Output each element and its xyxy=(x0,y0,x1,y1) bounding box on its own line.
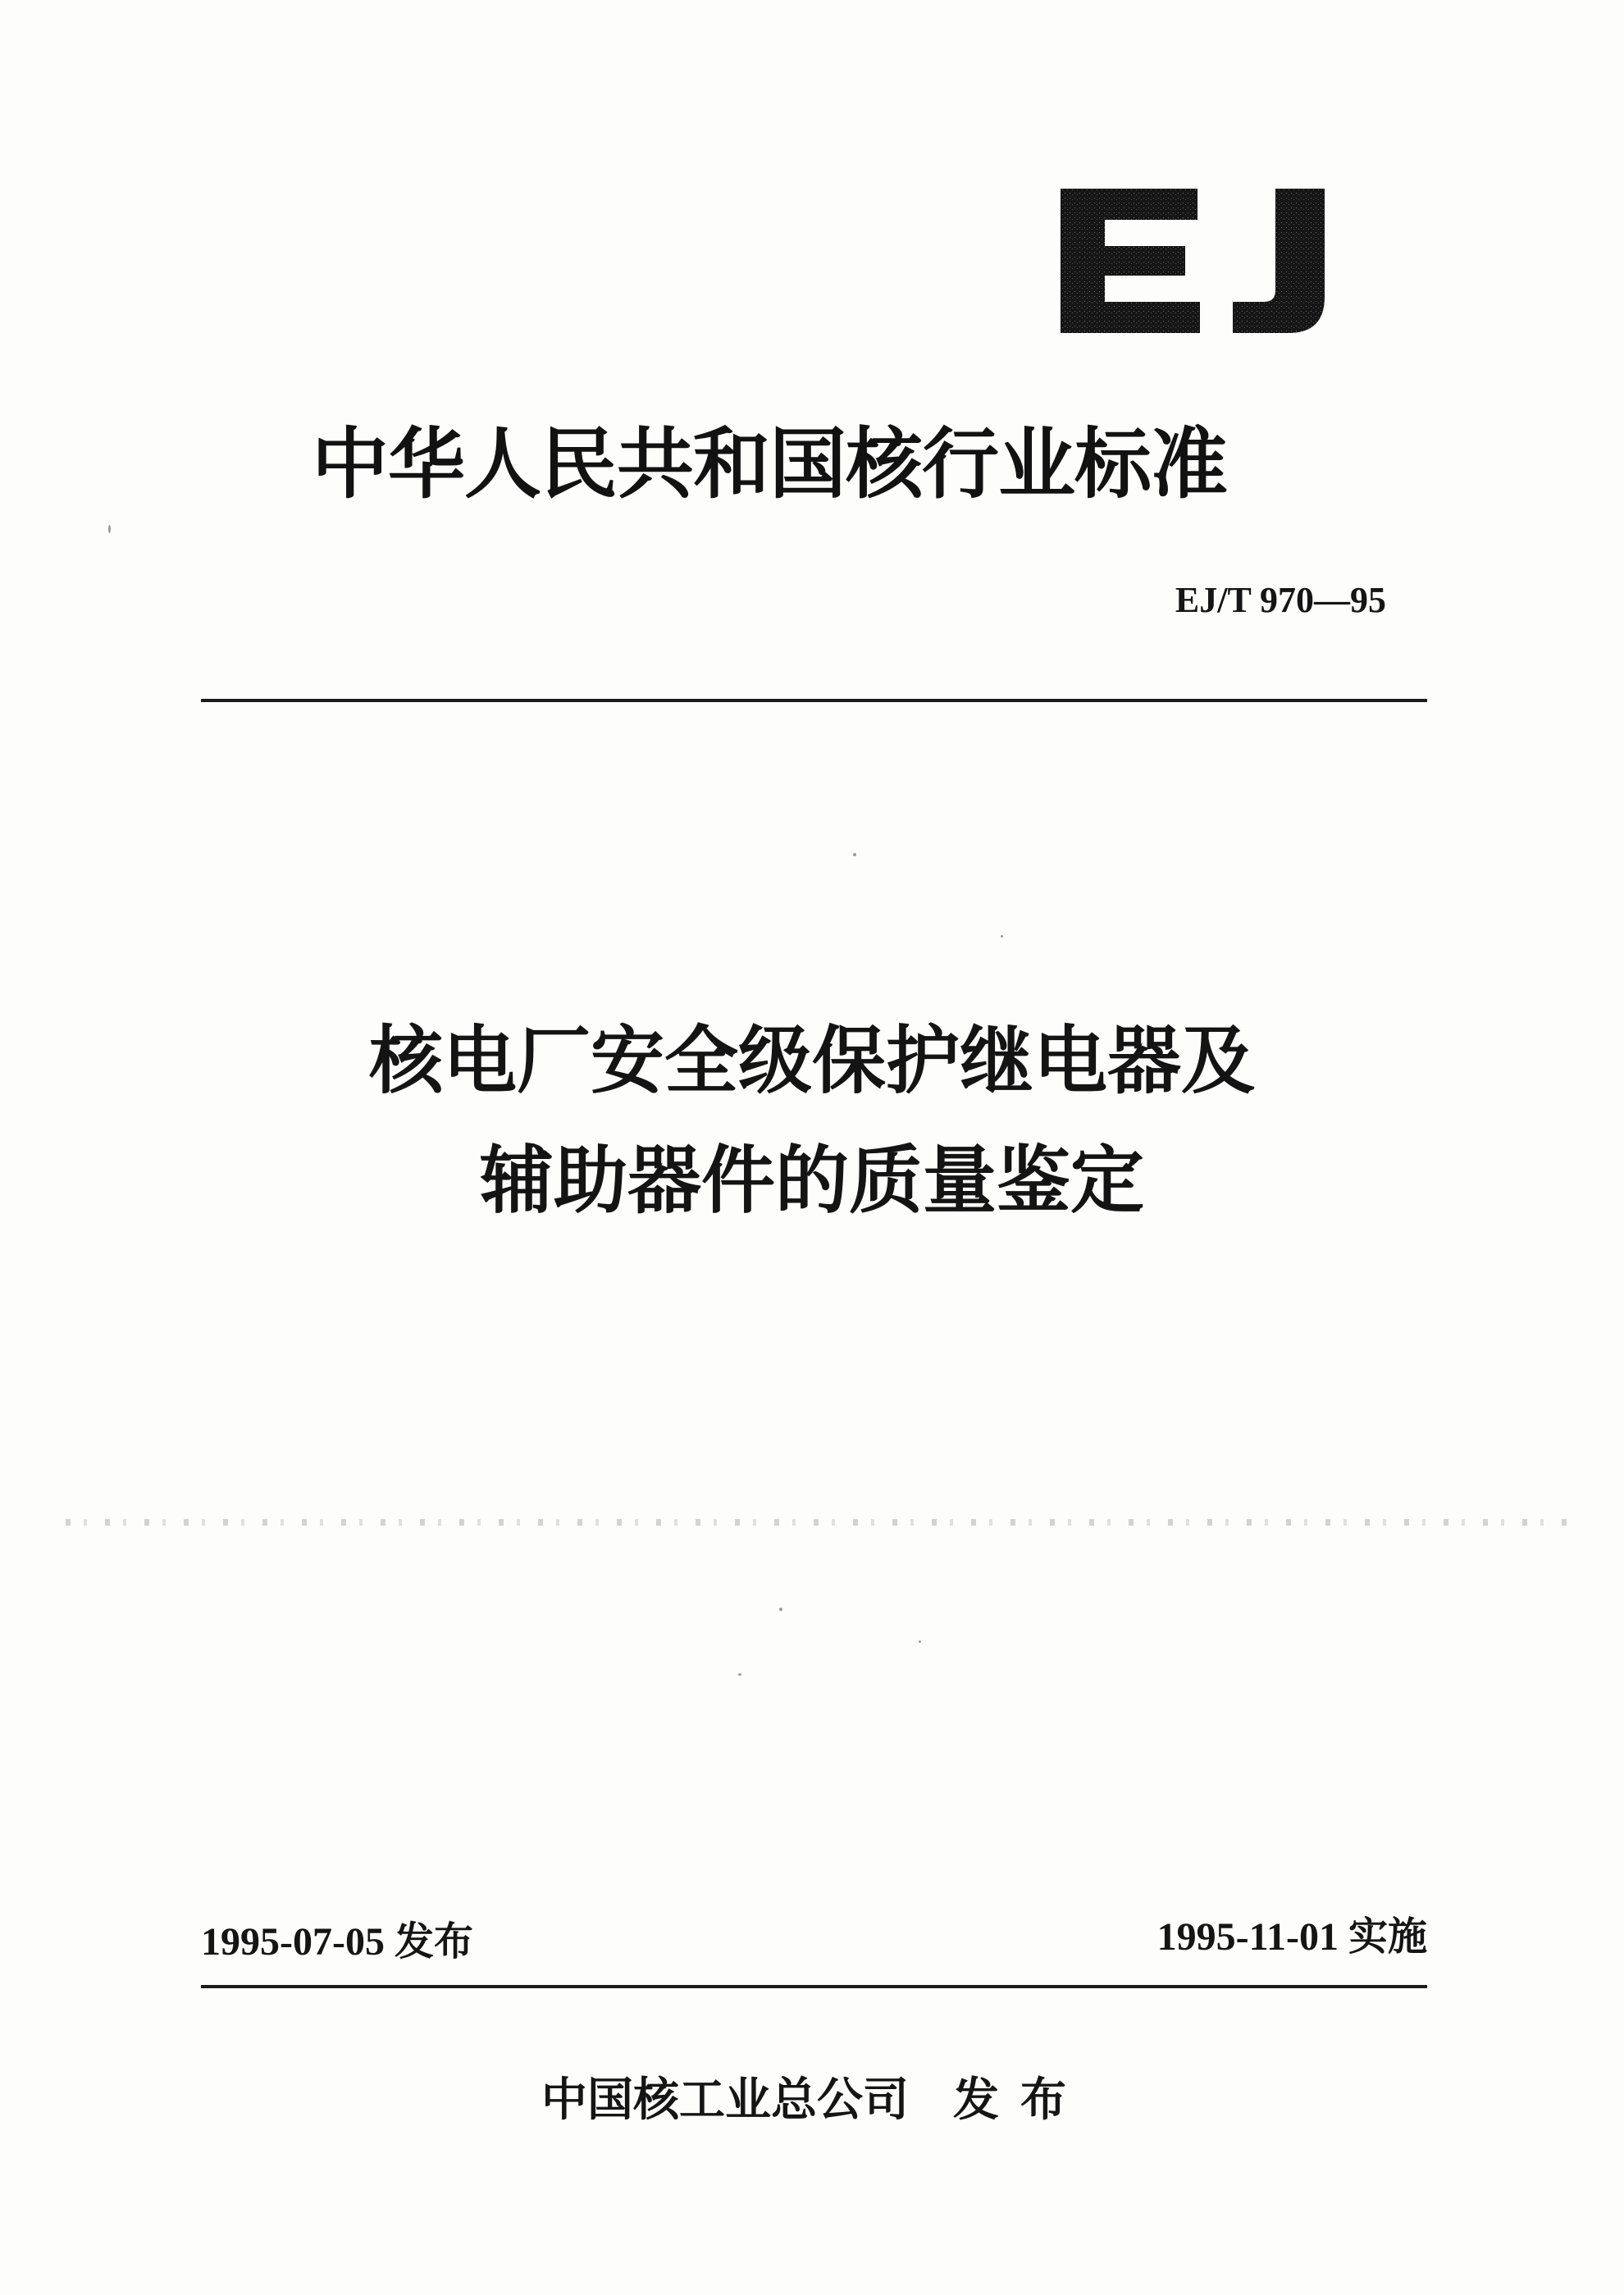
standard-code: EJ/T 970—95 xyxy=(1175,580,1386,620)
ej-logo xyxy=(1054,182,1382,338)
document-title-line2: 辅助器件的质量鉴定 xyxy=(480,1138,1144,1224)
bottom-divider xyxy=(201,1985,1427,1988)
publisher-line xyxy=(541,2064,1088,2129)
ej-logo-mark xyxy=(1054,182,1382,338)
document-title-line1: 核电厂安全级保护继电器及 xyxy=(369,1018,1255,1104)
effective-date: 1995-11-01 实施 xyxy=(1156,1915,1427,1959)
top-divider xyxy=(201,699,1427,702)
issue-date: 1995-07-05 发布 xyxy=(201,1920,473,1964)
publisher-org: 中国核工业总公司 xyxy=(541,2074,909,2127)
standard-name: 中华人民共和国核行业标准 xyxy=(312,420,1228,509)
scan-speck xyxy=(738,1673,741,1676)
scan-speck xyxy=(108,525,111,533)
logo-text: EJ xyxy=(1054,182,1055,183)
scan-noise-band xyxy=(66,1519,1575,1526)
scan-speck xyxy=(1001,935,1003,938)
publisher-label: 发布 xyxy=(953,2074,1088,2127)
scan-speck xyxy=(779,1608,782,1611)
scan-speck xyxy=(919,1640,921,1643)
scan-speck xyxy=(853,853,856,856)
